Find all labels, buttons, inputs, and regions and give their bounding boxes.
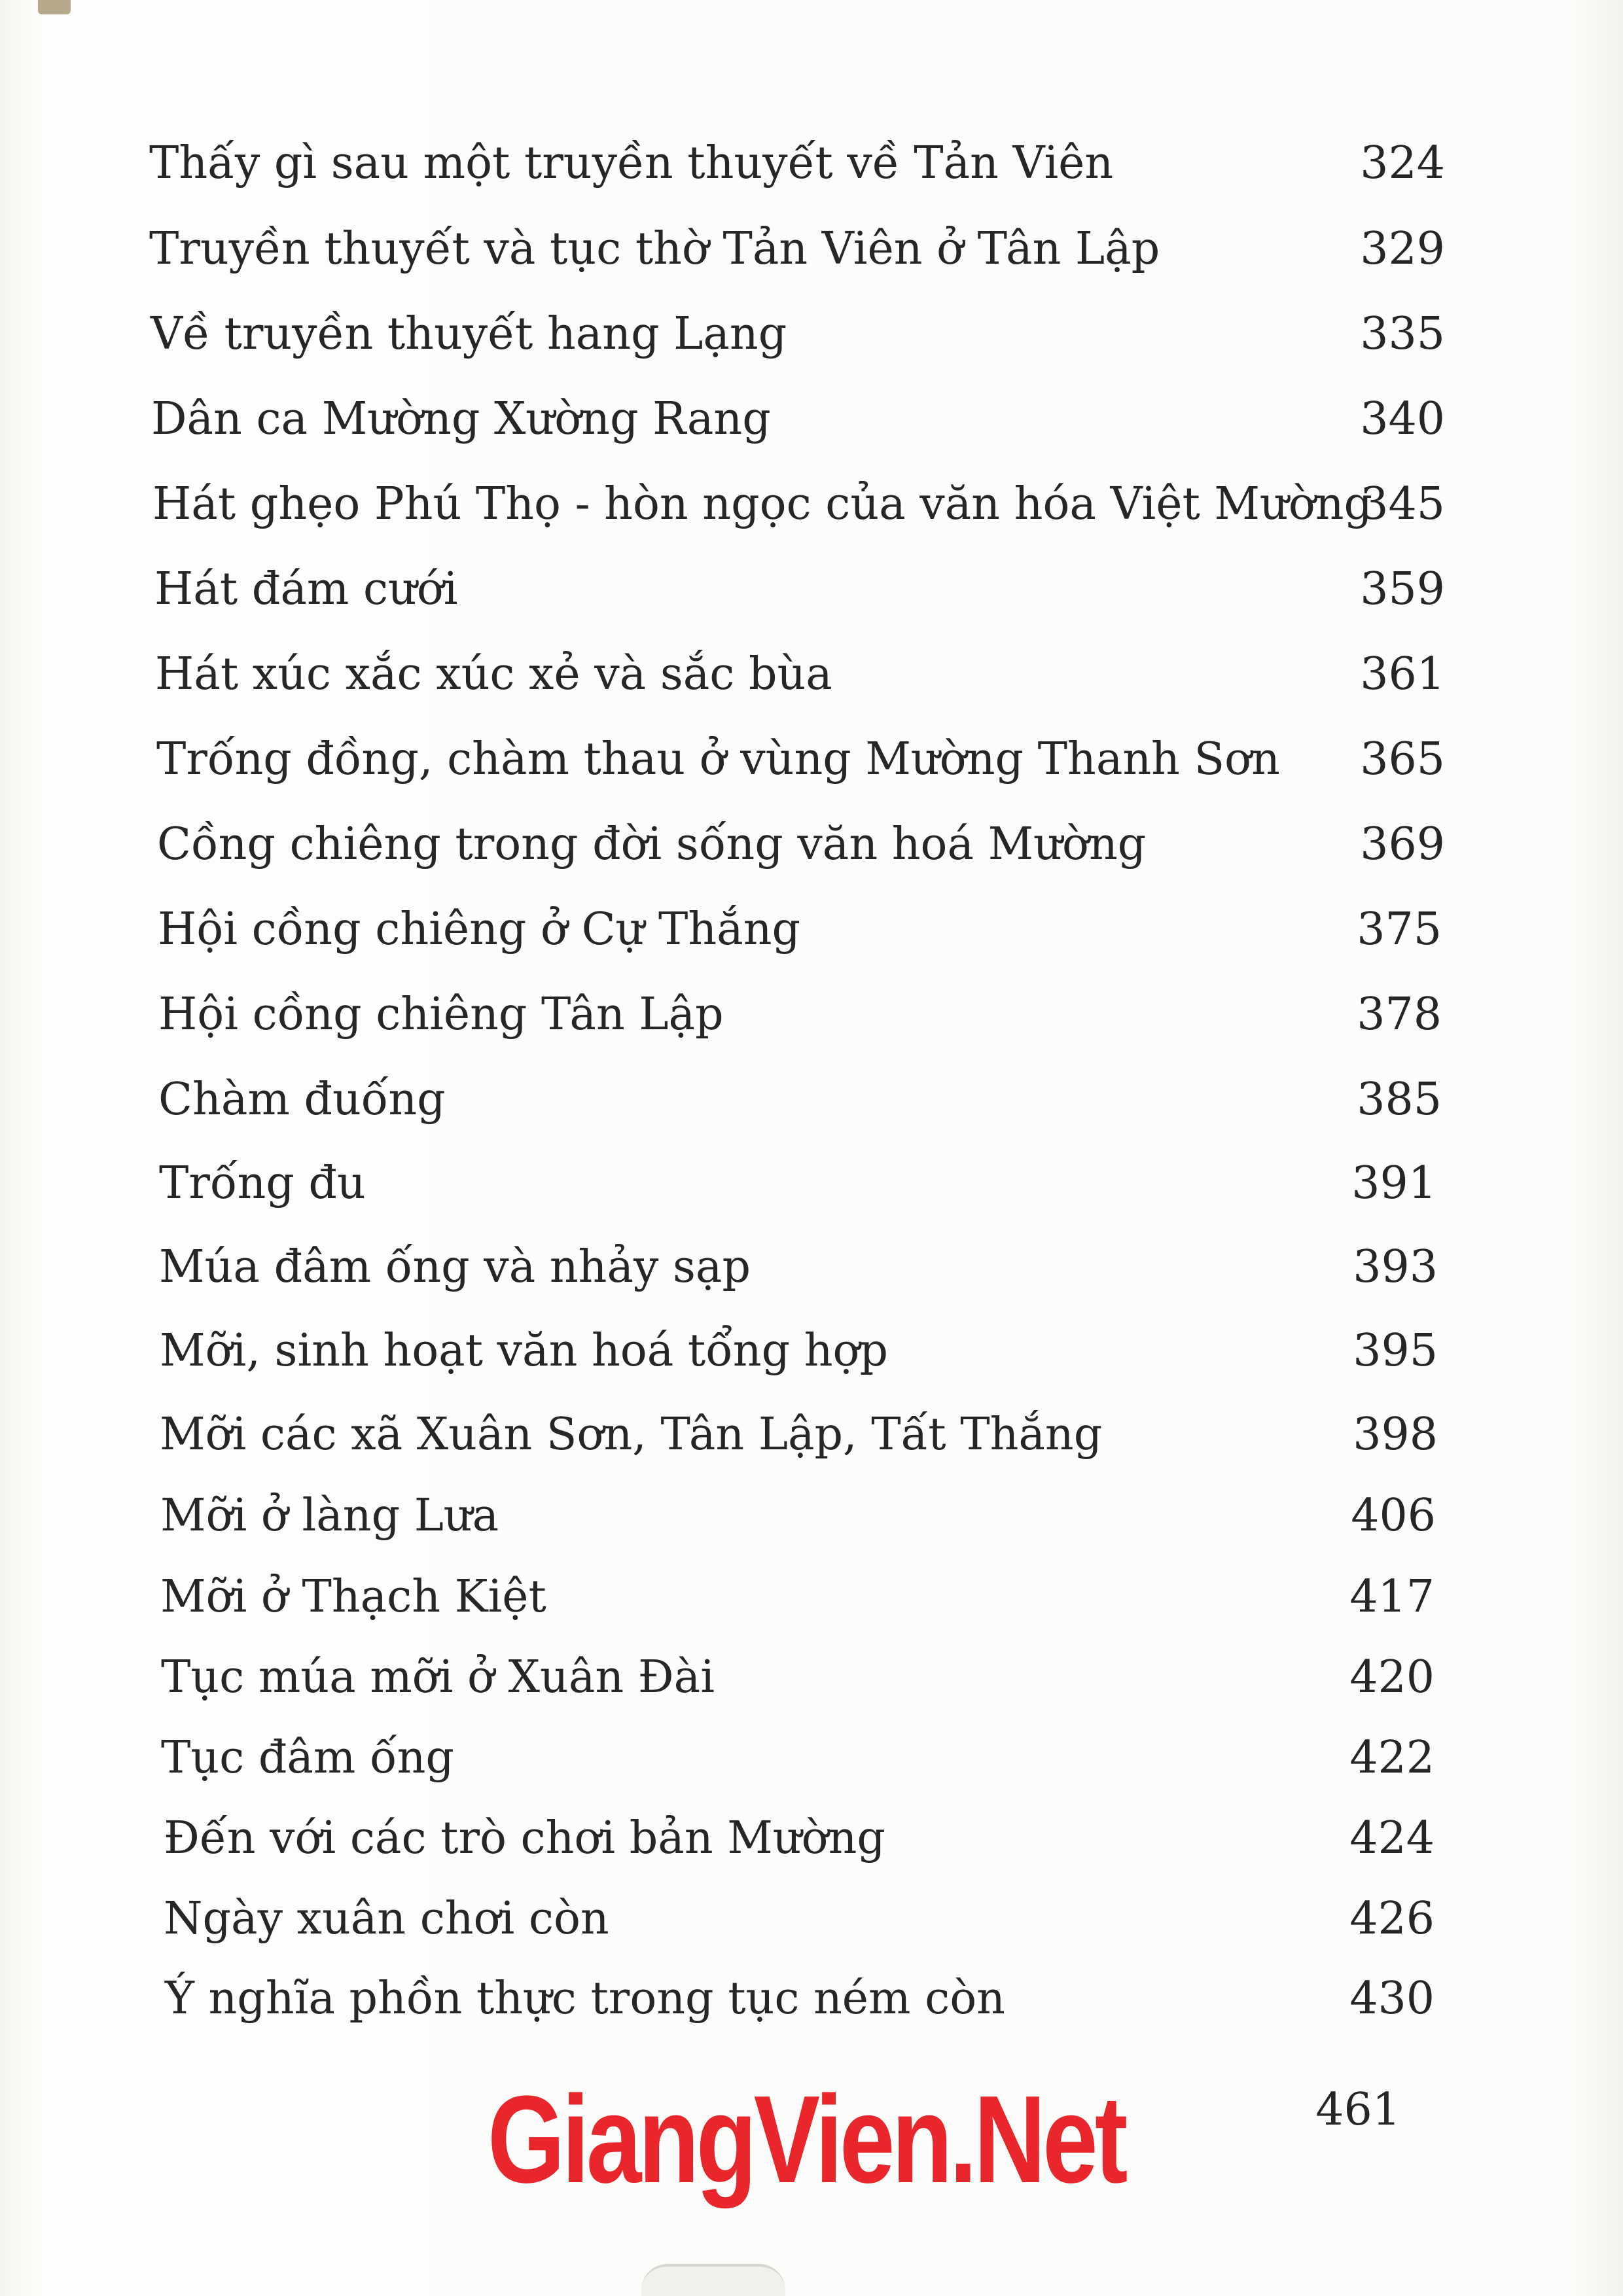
- toc-entry-page: 430: [1349, 1973, 1435, 2024]
- toc-entry: [160, 1315, 1455, 1387]
- toc-entry-page: 365: [1360, 733, 1445, 785]
- toc-entry: [151, 383, 1447, 455]
- toc-entry-page: 369: [1360, 819, 1445, 870]
- toc-entry-page: 329: [1360, 223, 1445, 275]
- toc-entry: [155, 639, 1451, 711]
- toc-entry-title: Hát ghẹo Phú Thọ - hòn ngọc của văn hóa Việt Mường: [152, 478, 1373, 530]
- toc-entry-title: Trống đồng, chàm thau ở vùng Mường Thanh Sơn: [156, 733, 1280, 785]
- toc-entry-title: Hội cồng chiêng ở Cự Thắng: [158, 904, 801, 955]
- toc-entry: [160, 1480, 1456, 1552]
- toc-entry-page: 345: [1360, 478, 1445, 530]
- toc-entry-page: 426: [1349, 1893, 1435, 1945]
- toc-entry-title: Về truyền thuyết hang Lạng: [151, 308, 787, 360]
- toc-entry: [152, 468, 1448, 540]
- toc-entry-title: Ý nghĩa phồn thực trong tục ném còn: [165, 1973, 1005, 2024]
- toc-entry: [159, 1231, 1455, 1303]
- toc-entry-page: 359: [1360, 563, 1445, 615]
- toc-entry-title: Thấy gì sau một truyền thuyết về Tản Viên: [149, 137, 1114, 189]
- toc-entry-page: 335: [1360, 308, 1445, 360]
- toc-entry-title: Mỡi ở Thạch Kiệt: [160, 1571, 546, 1623]
- toc-entry: [158, 979, 1454, 1051]
- toc-entry-page: 398: [1353, 1409, 1438, 1460]
- toc-entry-title: Truyền thuyết và tục thờ Tản Viên ở Tân Lập: [149, 223, 1160, 275]
- toc-entry: [165, 1963, 1461, 2035]
- toc-entry-page: 417: [1349, 1571, 1435, 1623]
- toc-entry: [151, 298, 1446, 370]
- toc-entry: [159, 1148, 1455, 1220]
- toc-entry: [149, 213, 1445, 285]
- toc-entry-title: Hát xúc xắc xúc xẻ và sắc bùa: [155, 648, 832, 700]
- toc-entry-title: Trống đu: [159, 1157, 366, 1209]
- watermark-logo: GiangVien.Net: [488, 2070, 1125, 2209]
- toc-entry-title: Đến với các trò chơi bản Mường: [164, 1812, 885, 1864]
- toc-entry: [157, 809, 1453, 881]
- toc-entry-title: Ngày xuân chơi còn: [164, 1893, 609, 1945]
- toc-entry-title: Mỡi ở làng Lưa: [160, 1490, 499, 1542]
- toc-entry-page: 420: [1349, 1651, 1435, 1703]
- toc-entry-page: 385: [1357, 1074, 1442, 1125]
- toc-entry-page: 424: [1349, 1812, 1435, 1864]
- toc-entry: [160, 1399, 1455, 1471]
- toc-entry-page: 393: [1353, 1241, 1438, 1293]
- toc-entry: [149, 128, 1445, 200]
- toc-entry-page: 395: [1353, 1325, 1438, 1377]
- toc-last-page-number: 461: [1315, 2084, 1400, 2136]
- toc-entry-title: Tục đâm ống: [161, 1732, 454, 1784]
- toc-entry-title: Chàm đuống: [158, 1074, 446, 1125]
- toc-entry: [160, 1561, 1456, 1633]
- toc-entry-page: 375: [1357, 904, 1442, 955]
- toc-entry-page: 406: [1351, 1490, 1436, 1542]
- page-bottom-mark: [641, 2264, 785, 2296]
- toc-entry: [156, 724, 1452, 796]
- toc-entry: [161, 1642, 1457, 1714]
- toc-entry-title: Tục múa mỡi ở Xuân Đài: [161, 1651, 715, 1703]
- toc-entry-title: Dân ca Mường Xường Rang: [151, 393, 771, 445]
- toc-entry: [158, 894, 1454, 966]
- toc-entry-page: 391: [1351, 1157, 1436, 1209]
- toc-entry: [164, 1803, 1459, 1875]
- toc-entry-title: Cồng chiêng trong đời sống văn hoá Mường: [157, 819, 1147, 870]
- toc-entry-title: Hội cồng chiêng Tân Lập: [158, 989, 724, 1040]
- toc-entry: [161, 1722, 1457, 1794]
- toc-entry-page: 378: [1357, 989, 1442, 1040]
- toc-entry-page: 324: [1360, 137, 1445, 189]
- toc-entry-title: Múa đâm ống và nhảy sạp: [159, 1241, 751, 1293]
- toc-entry-page: 340: [1360, 393, 1445, 445]
- toc-entry-title: Mỡi các xã Xuân Sơn, Tân Lập, Tất Thắng: [160, 1409, 1103, 1460]
- toc-entry-title: Mỡi, sinh hoạt văn hoá tổng hợp: [160, 1325, 889, 1377]
- toc-entry: [154, 554, 1450, 626]
- toc-entry-page: 361: [1360, 648, 1445, 700]
- toc-entry: [164, 1883, 1459, 1955]
- toc-entry-page: 422: [1349, 1732, 1435, 1784]
- toc-entry: [158, 1064, 1454, 1136]
- toc-entry-title: Hát đám cưới: [154, 563, 458, 615]
